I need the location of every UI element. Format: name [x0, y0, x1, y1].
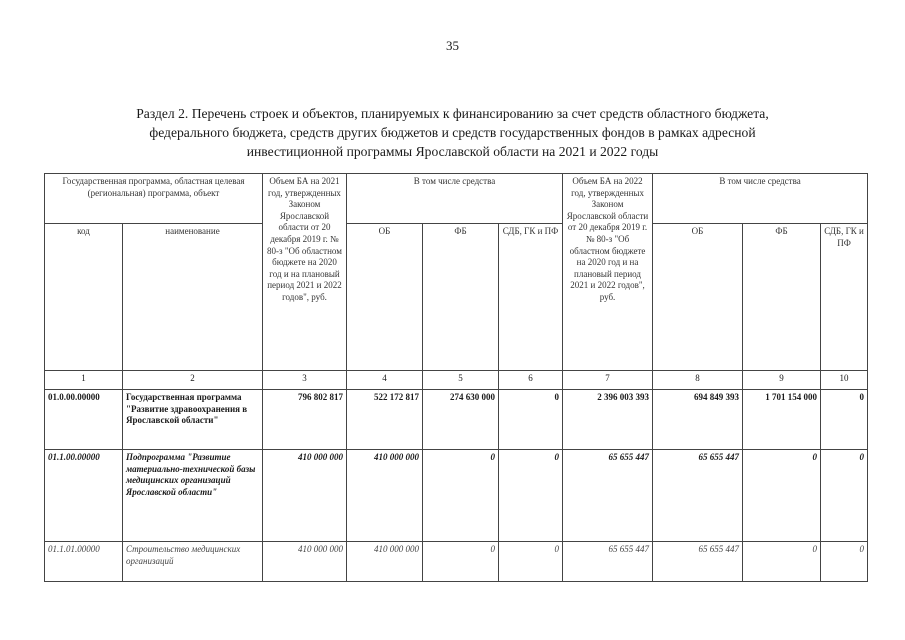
row-ob-2021: 410 000 000	[347, 450, 423, 542]
row-name: Строительство медицинских организаций	[123, 542, 263, 582]
row-name: Подпрограмма "Развитие материально-технической базы медицинских организаций Ярославской области"	[123, 450, 263, 542]
page-number: 35	[446, 38, 459, 53]
row-sdb-2022: 0	[821, 450, 868, 542]
header-code: код	[45, 224, 123, 371]
header-fb-2022: ФБ	[743, 224, 821, 371]
header-row-2	[45, 224, 868, 371]
header-ob-2021: ОБ	[347, 224, 423, 371]
row-ob-2022: 65 655 447	[653, 450, 743, 542]
column-number: 6	[499, 371, 563, 390]
header-volume-2021: Объем БА на 2021 год, утвержденных Законом Ярославской области от 20 декабря 2019 г. № 80-з "Об областном бюджете на 2020 год и на плановый период 2021 и 2022 годов", руб.	[263, 174, 347, 371]
header-program: Государственная программа, областная целевая (региональная) программа, объект	[45, 174, 263, 224]
row-fb-2022: 1 701 154 000	[743, 390, 821, 450]
row-name: Государственная программа "Развитие здравоохранения в Ярославской области"	[123, 390, 263, 450]
row-fb-2021: 0	[423, 542, 499, 582]
row-ob-2021: 410 000 000	[347, 542, 423, 582]
header-including-2022: В том числе средства	[653, 174, 868, 224]
header-row-1	[45, 174, 868, 224]
header-sdb-2021: СДБ, ГК и ПФ	[499, 224, 563, 371]
row-sdb-2022: 0	[821, 542, 868, 582]
row-volume-2022: 65 655 447	[563, 450, 653, 542]
row-volume-2021: 410 000 000	[263, 450, 347, 542]
investment-table	[44, 173, 868, 582]
row-sdb-2021: 0	[499, 390, 563, 450]
row-sdb-2022: 0	[821, 390, 868, 450]
column-number: 5	[423, 371, 499, 390]
header-volume-2022: Объем БА на 2022 год, утвержденных Законом Ярославской области от 20 декабря 2019 г. № 80-з "Об областном бюджете на 2020 год и на плановый период 2021 и 2022 годов", руб.	[563, 174, 653, 371]
row-sdb-2021: 0	[499, 542, 563, 582]
row-sdb-2021: 0	[499, 450, 563, 542]
row-volume-2021: 410 000 000	[263, 542, 347, 582]
header-including-2021: В том числе средства	[347, 174, 563, 224]
row-fb-2021: 274 630 000	[423, 390, 499, 450]
column-number: 4	[347, 371, 423, 390]
table-row	[45, 450, 868, 542]
header-ob-2022: ОБ	[653, 224, 743, 371]
row-code: 01.1.00.00000	[45, 450, 123, 542]
column-number: 8	[653, 371, 743, 390]
table-row	[45, 390, 868, 450]
header-name: наименование	[123, 224, 263, 371]
row-ob-2022: 694 849 393	[653, 390, 743, 450]
section-title-line-3: инвестиционной программы Ярославской области на 2021 и 2022 годы	[246, 144, 659, 159]
column-number: 2	[123, 371, 263, 390]
row-fb-2021: 0	[423, 450, 499, 542]
column-number: 9	[743, 371, 821, 390]
header-sdb-2022: СДБ, ГК и ПФ	[821, 224, 868, 371]
row-fb-2022: 0	[743, 450, 821, 542]
section-title-line-1: Раздел 2. Перечень строек и объектов, планируемых к финансированию за счет средств областного бюджета,	[136, 106, 769, 121]
row-volume-2022: 65 655 447	[563, 542, 653, 582]
section-title-line-2: федерального бюджета, средств других бюджетов и средств государственных фондов в рамках адресной	[149, 125, 756, 140]
column-numbers-row	[45, 371, 868, 390]
column-number: 10	[821, 371, 868, 390]
row-volume-2022: 2 396 003 393	[563, 390, 653, 450]
row-volume-2021: 796 802 817	[263, 390, 347, 450]
row-ob-2021: 522 172 817	[347, 390, 423, 450]
row-ob-2022: 65 655 447	[653, 542, 743, 582]
header-fb-2021: ФБ	[423, 224, 499, 371]
table-row	[45, 542, 868, 582]
row-code: 01.0.00.00000	[45, 390, 123, 450]
row-fb-2022: 0	[743, 542, 821, 582]
column-number: 7	[563, 371, 653, 390]
column-number: 3	[263, 371, 347, 390]
section-title	[90, 104, 815, 161]
column-number: 1	[45, 371, 123, 390]
row-code: 01.1.01.00000	[45, 542, 123, 582]
